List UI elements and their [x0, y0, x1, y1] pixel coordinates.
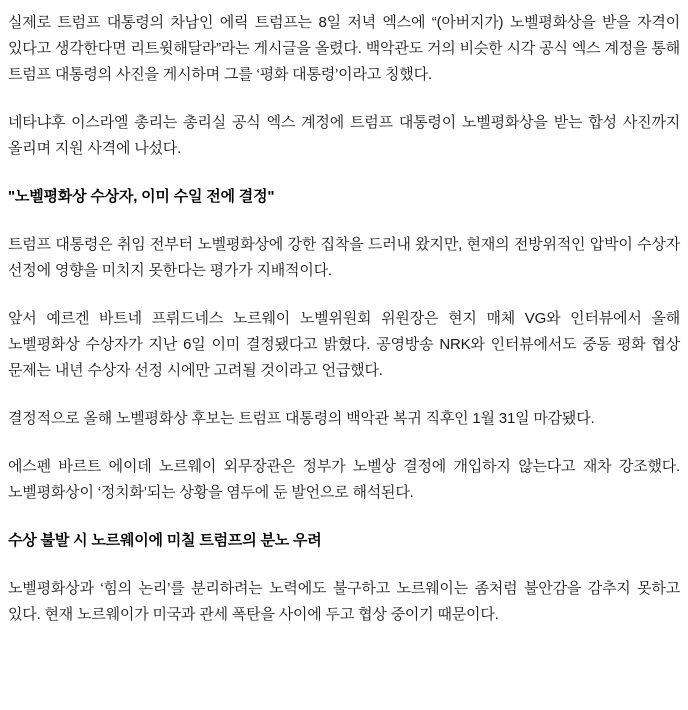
article-paragraph: 노벨평화상과 ‘힘의 논리’를 분리하려는 노력에도 불구하고 노르웨이는 좀처럼 불안감을 감추지 못하고 있다. 현재 노르웨이가 미국과 관세 폭탄을 사이에 두고 협상 중이기 때문이다.: [8, 580, 680, 623]
article-paragraph: 에스펜 바르트 에이데 노르웨이 외무장관은 정부가 노벨상 결정에 개입하지 않는다고 재차 강조했다. 노벨평화상이 ‘정치화’되는 상황을 염두에 둔 발언으로 해석된다.: [8, 458, 680, 501]
article-paragraph: 네타냐후 이스라엘 총리는 총리실 공식 엑스 계정에 트럼프 대통령이 노벨평화상을 받는 합성 사진까지 올리며 지원 사격에 나섰다.: [8, 114, 680, 157]
article-paragraph: 실제로 트럼프 대통령의 차남인 에릭 트럼프는 8일 저녁 엑스에 “(아버지가) 노벨평화상을 받을 자격이 있다고 생각한다면 리트윗해달라”라는 게시글을 올렸다. 백악관도 거의 비슷한 시각 공식 엑스 계정을 통해 트럼프 대통령의 사진을 게시하며 그를 ‘평화 대통령’이라고 칭했다.: [8, 14, 680, 83]
article-subheading: 수상 불발 시 노르웨이에 미칠 트럼프의 분노 우려: [8, 532, 322, 549]
article-paragraph: 트럼프 대통령은 취임 전부터 노벨평화상에 강한 집착을 드러내 왔지만, 현재의 전방위적인 압박이 수상자 선정에 영향을 미치지 못한다는 평가가 지배적이다.: [8, 236, 680, 279]
article-paragraph: 결정적으로 올해 노벨평화상 후보는 트럼프 대통령의 백악관 복귀 직후인 1월 31일 마감됐다.: [8, 410, 595, 427]
article-subheading: "노벨평화상 수상자, 이미 수일 전에 결정": [8, 188, 275, 205]
article-paragraph: 앞서 예르겐 바트네 프뤼드네스 노르웨이 노벨위원회 위원장은 현지 매체 VG와 인터뷰에서 올해 노벨평화상 수상자가 지난 6일 이미 결정됐다고 밝혔다. 공영방송 NRK와 인터뷰에서도 중동 평화 협상 문제는 내년 수상자 선정 시에만 고려될 것이라고 언급했다.: [8, 310, 680, 379]
